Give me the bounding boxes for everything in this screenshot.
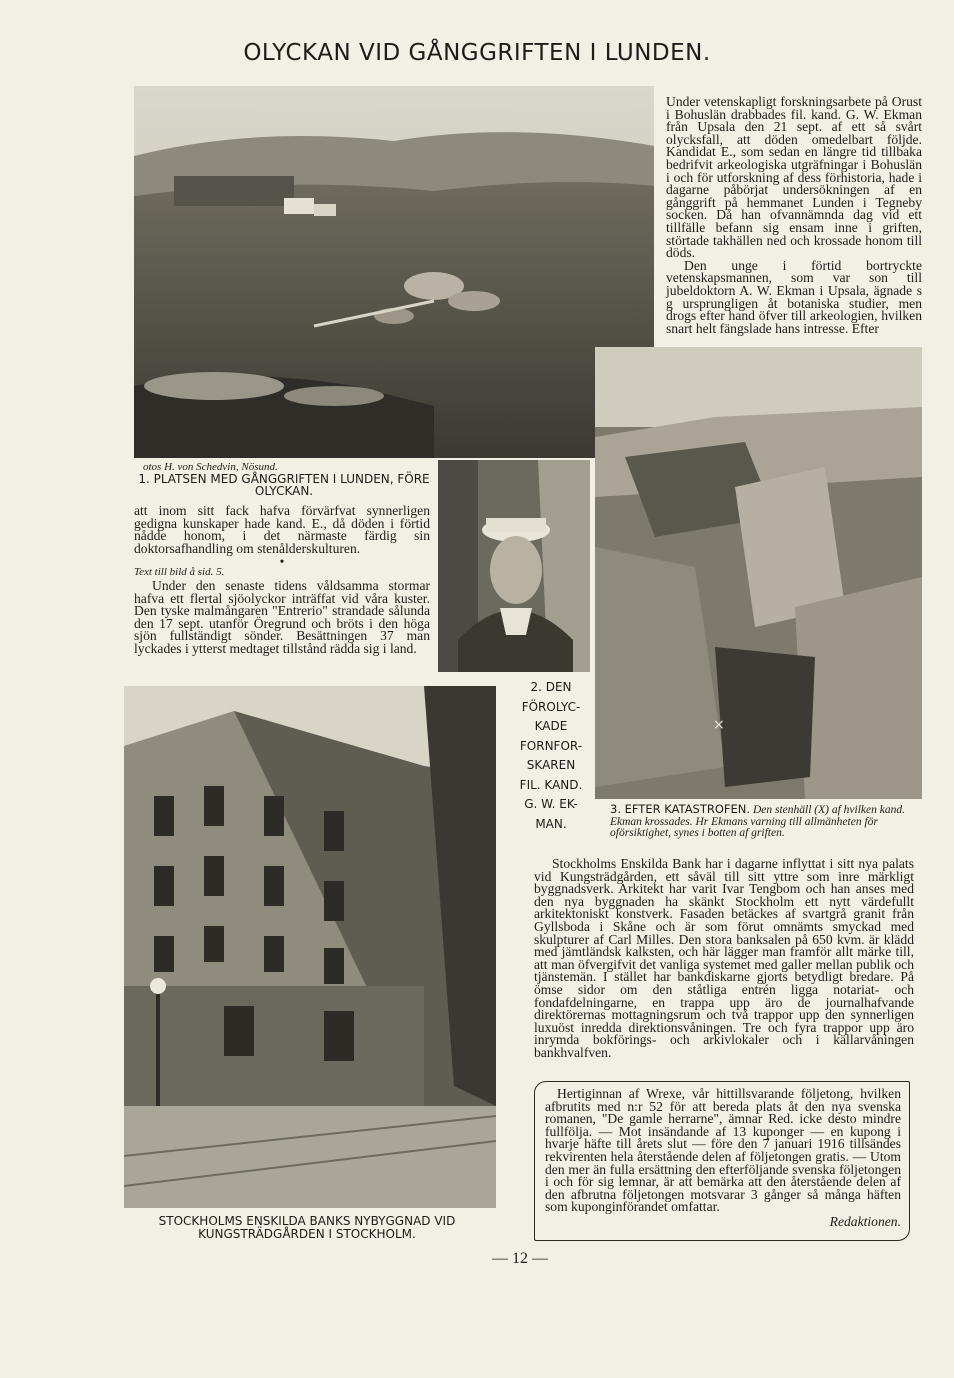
figure2-caption-line: 2. DEN [530, 680, 572, 694]
figure2-caption-line: SKAREN [526, 758, 576, 772]
intro-paragraph-1: Under vetenskapligt forskningsarbete på Orust i Bohuslän drabbades fil. kand. G. W. Ekman från Upsala den 21 sept. af ett så svårt olycksfall, att döden omedelbart följde. Kandidat E., som sedan en längre tid tillbaka bedrifvit arkeologiska utgräfningar i Bohuslän i och för utforskning af dess förhistoria, hade i dagarne påbörjat undersökningen af en gånggrift på hemmanet Lunden i Tegneby socken. Då han ofvannämnda dag vid ett tillfälle befann sig ensam inne i griften, störtade takhällen ned och krossade honom till döds. [666, 94, 922, 261]
landscape-photo [134, 86, 654, 458]
page-title: OLYCKAN VID GÅNGGRIFTEN I LUNDEN. [243, 40, 711, 66]
serial-notice-box [534, 1081, 910, 1241]
portrait-photo [438, 460, 590, 672]
grave-photo [595, 347, 922, 799]
page-number: — 12 — [492, 1250, 548, 1267]
figure3-caption-title: 3. EFTER KATASTROFEN. [610, 802, 751, 816]
photo-credit: otos H. von Schedvin, Nösund. [143, 461, 278, 473]
bank-photo-caption: STOCKHOLMS ENSKILDA BANKS NYBYGGNAD VID KUNGSTRÄDGÅRDEN I STOCKHOLM. [158, 1214, 456, 1241]
figure2-caption-line: MAN. [535, 816, 567, 831]
figure2-caption [516, 678, 586, 834]
figure3-caption [610, 804, 922, 840]
figure2-caption-line: FORNFOR- [519, 738, 583, 753]
notice-signature: Redaktionen. [829, 1213, 901, 1229]
storms-text [134, 566, 430, 656]
serial-notice-paragraph: Hertiginnan af Wrexe, vår hittillsvarande följetong, hvilken afbrutits med n:r 52 för att bereda plats åt den nya svenska romanen, "De gamle herrarne", ämnar Red. icke desto mindre fullfölja. — Mot insändande af 13 kuponger — en kupong i hvarje häfte till årets slut — före den 7 januari 1916 tillsändes rekvirenten hela återstående delen af följetongen gratis. — Utom den mer än fulla ersättning den efterföljande svenska följetongen i och för sig lemnar, är att bemärka att den återstående delen af den afbrutna följetongen motsvarar 3 gånger så många häften som kuponginförandet omfattar. [545, 1086, 901, 1215]
catastrophe-marker: × [713, 717, 725, 733]
figure2-caption-line: FÖROLYC- [521, 699, 581, 714]
figure2-caption-line: KADE [534, 719, 568, 733]
storms-paragraph: Under den senaste tidens våldsamma stormar hafva ett flertal sjöolyckor inträffat vid våra kuster. Den tyske malmångaren "Entrerio" strandade sålunda den 17 sept. utanför Öregrund och bröts i den höga sjön fullständigt sönder. Besättningen 37 man lyckades i ytterst medtaget tillstånd rädda sig i land. [134, 578, 430, 656]
figure2-caption-line: FIL. KAND. [519, 777, 583, 792]
intro-paragraph-2: Den unge i förtid bortryckte vetenskapsmannen, som var son till jubeldoktorn A. W. Ekman i Upsala, ägnade s g ursprungligen åt botaniska studier, men drogs efter hand öfver till arkeologien, hvilken snart helt fängslade hans intresse. Efter [666, 257, 922, 336]
intro-text [666, 96, 922, 335]
storms-reference: Text till bild å sid. 5. [134, 566, 225, 578]
bank-building-photo [124, 686, 496, 1208]
figure1-caption: 1. PLATSEN MED GÅNGGRIFTEN I LUNDEN, FÖRE OLYCKAN. [138, 472, 430, 498]
bank-paragraph: Stockholms Enskilda Bank har i dagarne inflyttat i sitt nya palats vid Kungsträdgården, ett såväl till sitt yttre som inre märkligt byggnadsverk. Arkitekt har varit Ivar Tengbom och han anses med den nya byggnaden ha skänkt Stockholm ett nytt värdefullt arkitektoniskt konstverk. Fasaden betäckes af svartgrå granit från Gyllsboda i Skåne och är som förut omnämts smyckad med skulpturer af Carl Milles. Den stora banksalen på 650 kvm. är klädd med jämtländsk kalksten, och här lägger man framför allt märke till, att man öfvergifvit det vanliga systemet med galler mellan publik och tjänstemän. I stället har bankdiskarne gjorts betydligt bredare. På ömse sidor om den ståtliga entrén ligga notariat- och fondafdelningarne, en trappa upp äro de journalhafvande direktörernas mottagningsrum och två trappor upp den synnerligen luxuöst inredda direktionsvåningen. Tre och fyra trappor upp äro inrymda bokförings- och arkivlokaler och i källarvåningen bankhvalfven. [534, 856, 914, 1060]
ornament-bullet: • [279, 554, 285, 570]
figure3-caption-text: Den stenhäll (X) af hvilken kand. Ekman krossades. Hr Ekmans varning till allmänheten för oförsiktighet, synes i botten af griften. [610, 804, 905, 839]
continuation-paragraph: att inom sitt fack hafva förvärfvat synnerligen gedigna kunskaper hade kand. E., då döden i förtid nådde honom, i det närmaste färdig sin doktorsafhandling om stenålderskulturen. [134, 503, 430, 556]
figure2-caption-line: G. W. EK- [524, 797, 578, 811]
continuation-text [134, 505, 430, 569]
bank-article [534, 858, 914, 1060]
